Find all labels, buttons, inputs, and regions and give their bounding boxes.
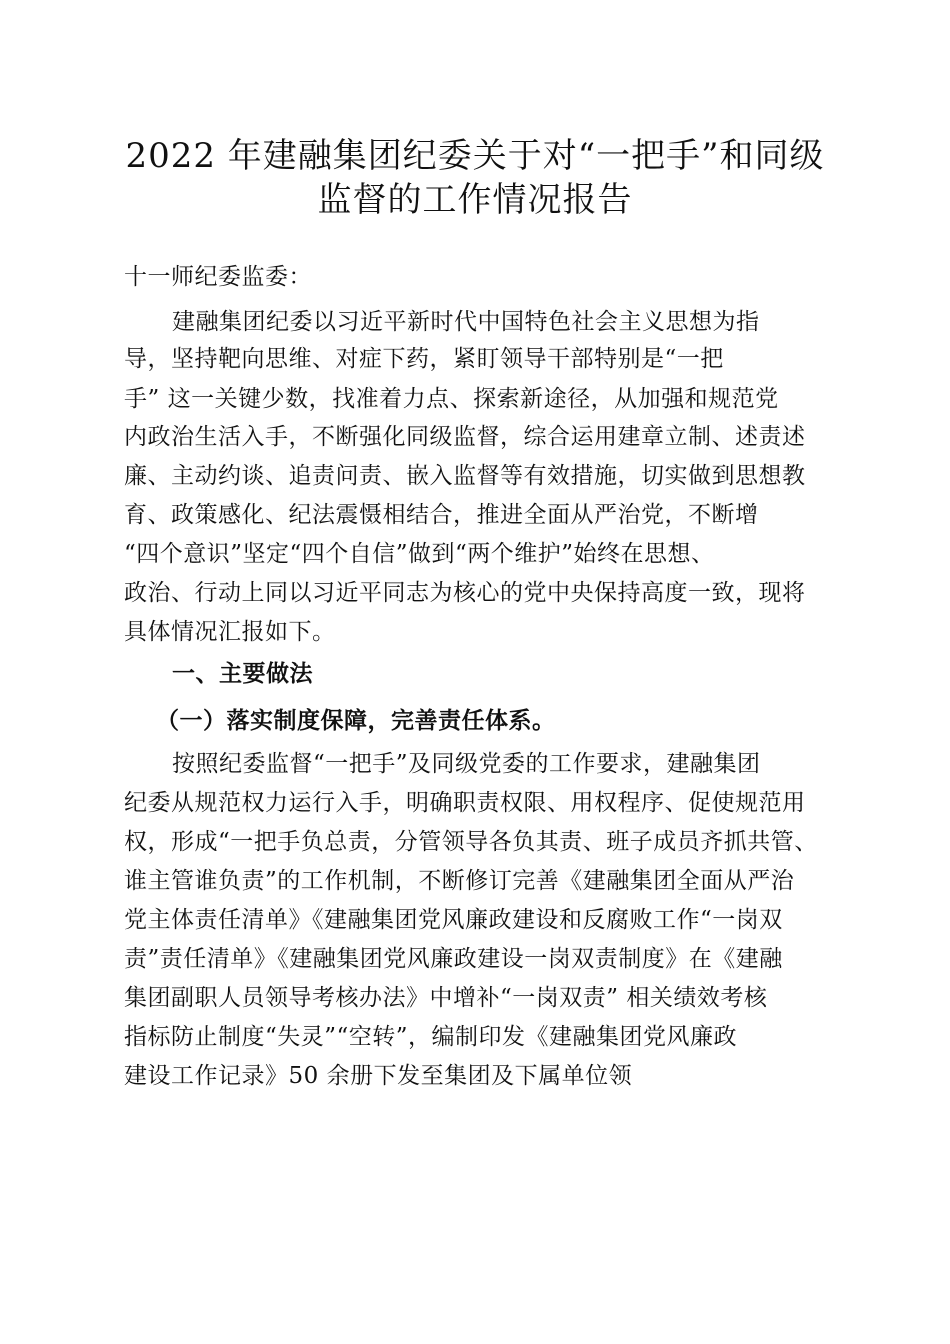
section-1-heading: 一、主要做法 [172,661,313,687]
paragraph-1-line: 育、政策感化、纪法震慑相结合，推进全面从严治党，不断增 [124,502,759,528]
paragraph-2-line: 权，形成“一把手负总责，分管领导各负其责、班子成员齐抓共管、 [124,829,818,855]
document-title-line-2: 监督的工作情况报告 [317,180,633,220]
paragraph-2-line: 党主体责任清单》《建融集团党风廉政建设和反腐败工作“一岗双 [124,907,783,933]
salutation: 十一师纪委监委： [124,264,312,290]
subsection-1-heading: （一）落实制度保障，完善责任体系。 [156,708,556,734]
paragraph-2-line: 纪委从规范权力运行入手，明确职责权限、用权程序、促使规范用 [124,790,806,816]
paragraph-1-line: 导，坚持靶向思维、对症下药，紧盯领导干部特别是“一把 [124,346,724,372]
paragraph-1-line: 内政治生活入手，不断强化同级监督，综合运用建章立制、述责述 [124,424,806,450]
paragraph-2-line: 谁主管谁负责”的工作机制，不断修订完善《建融集团全面从严治 [124,868,795,894]
document-title-line-1: 2022 年建融集团纪委关于对“一把手”和同级 [125,136,825,176]
paragraph-1-line: 建融集团纪委以习近平新时代中国特色社会主义思想为指 [172,309,760,335]
paragraph-2-line: 指标防止制度“失灵”“空转”，编制印发《建融集团党风廉政 [124,1024,738,1050]
paragraph-2-line: 责”责任清单》《建融集团党风廉政建设一岗双责制度》在《建融 [124,946,783,972]
paragraph-1-line: “四个意识”坚定“四个自信”做到“两个维护”始终在思想、 [124,541,715,567]
paragraph-1-line: 政治、行动上同以习近平同志为核心的党中央保持高度一致，现将 [124,580,806,606]
paragraph-1-line: 廉、主动约谈、追责问责、嵌入监督等有效措施，切实做到思想教 [124,463,806,489]
paragraph-1-line: 手” 这一关键少数，找准着力点、探索新途径，从加强和规范党 [124,386,779,412]
paragraph-1-line: 具体情况汇报如下。 [124,619,336,645]
paragraph-2-line: 按照纪委监督“一把手”及同级党委的工作要求，建融集团 [172,751,761,777]
paragraph-2-line: 建设工作记录》50 余册下发至集团及下属单位领 [124,1063,633,1089]
paragraph-2-line: 集团副职人员领导考核办法》中增补“一岗双责” 相关绩效考核 [124,985,768,1011]
